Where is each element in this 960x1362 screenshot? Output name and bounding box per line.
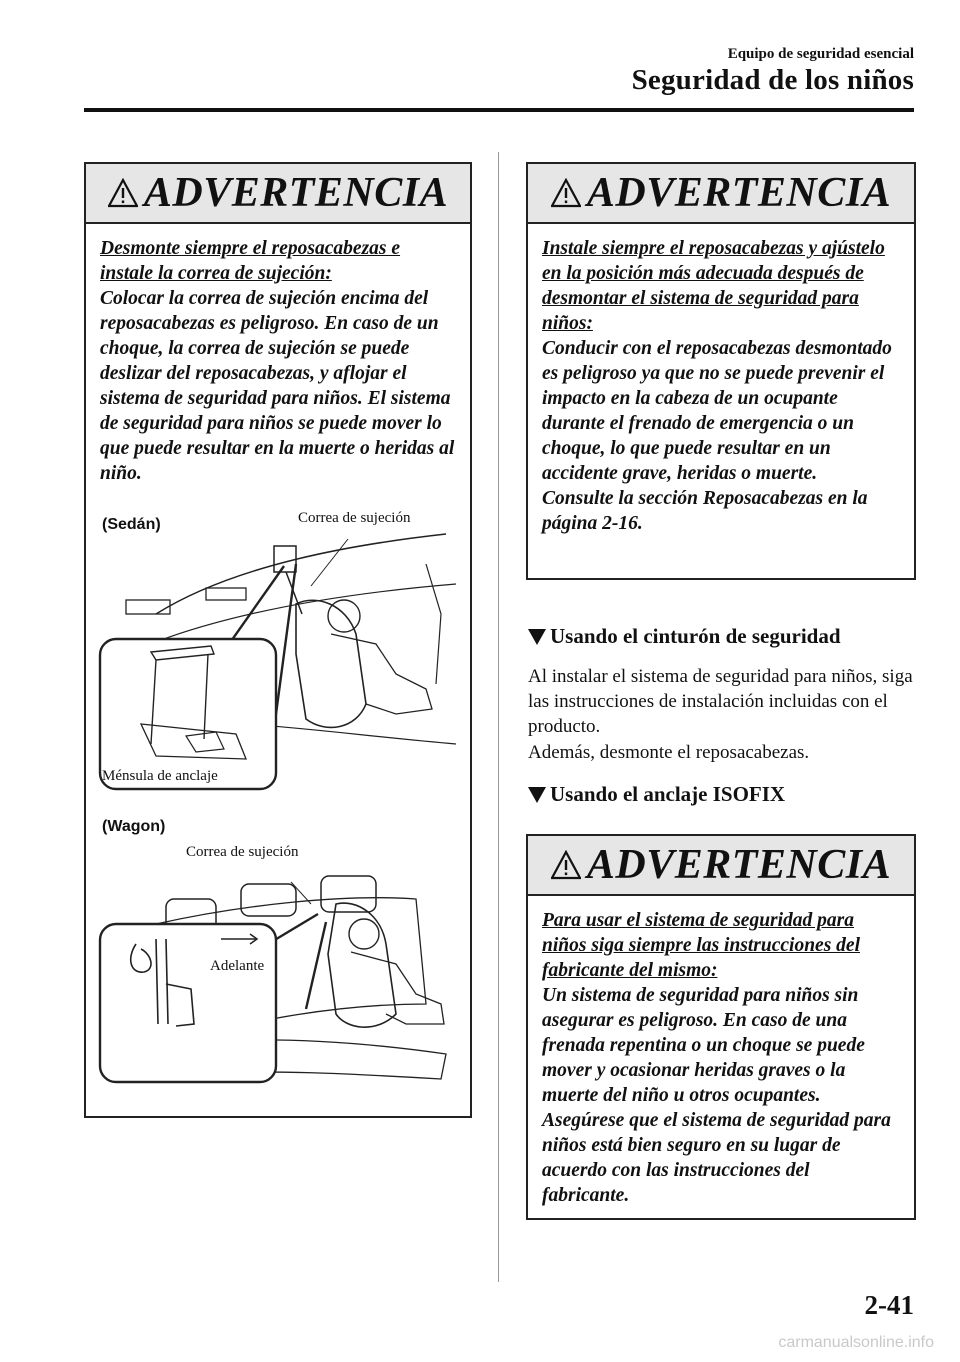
warning-body — [86, 224, 470, 496]
warning-header — [528, 836, 914, 896]
section-heading-isofix — [528, 782, 785, 807]
page-title: Seguridad de los niños — [631, 64, 914, 96]
warning-text: Colocar la correa de sujeción encima del reposacabezas es peligroso. En caso de un choque, la correa de sujeción se puede deslizar del reposacabezas, y aflojar el sistema de seguridad para niños. El sistema de seguridad para niños se puede mover lo que puede resultar en la muerte o heridas al niño. — [100, 288, 455, 484]
warning-body — [528, 224, 914, 546]
watermark: carmanualsonline.info — [778, 1334, 934, 1351]
warning-box-right-bottom — [526, 834, 916, 1220]
section-heading-text: Usando el cinturón de seguridad — [550, 624, 841, 648]
warning-reference: Consulte la sección Reposacabezas en la página 2-16. — [542, 488, 868, 534]
warning-triangle-icon — [551, 850, 581, 880]
header-rule — [84, 108, 914, 112]
paragraph-headrest: Además, desmonte el reposacabezas. — [528, 742, 810, 763]
warning-body — [528, 896, 914, 1218]
section-heading-text: Usando el anclaje ISOFIX — [550, 782, 786, 806]
triangle-bullet-icon — [528, 629, 546, 645]
warning-title: ADVERTENCIA — [143, 170, 449, 216]
section-subtitle: Equipo de seguridad esencial — [727, 46, 914, 62]
wagon-tether-label: Correa de sujeción — [186, 844, 299, 860]
wagon-label: (Wagon) — [102, 818, 166, 835]
sedan-label: (Sedán) — [102, 516, 161, 533]
sedan-tether-label: Correa de sujeción — [298, 510, 411, 526]
paragraph-install: Al instalar el sistema de seguridad para niños, siga las instrucciones de instalación incluidas con el producto. — [528, 666, 913, 737]
column-divider — [498, 152, 499, 1282]
section-heading-seat-belt — [528, 624, 841, 649]
warning-lead: Para usar el sistema de seguridad para niños siga siempre las instrucciones del fabricante del mismo: — [542, 910, 860, 981]
warning-header — [86, 164, 470, 224]
warning-text: Conducir con el reposacabezas desmontado es peligroso ya que no se puede prevenir el impacto en la cabeza de un ocupante durante el frenado de emergencia o un choque, lo que puede resultar en un accidente grave, heridas o muerte. — [542, 338, 892, 484]
warning-lead: Desmonte siempre el reposacabezas e instale la correa de sujeción: — [100, 238, 401, 284]
warning-box-right-top — [526, 162, 916, 580]
sedan-seat-illustration — [96, 504, 462, 804]
anchor-bracket-label: Ménsula de anclaje — [102, 768, 218, 784]
wagon-seat-illustration — [96, 854, 462, 1104]
warning-header — [528, 164, 914, 224]
warning-lead: Instale siempre el reposacabezas y ajústelo en la posición más adecuada después de desmontar el sistema de seguridad para niños: — [542, 238, 885, 334]
warning-title: ADVERTENCIA — [586, 170, 892, 216]
warning-box-left — [84, 162, 472, 1118]
warning-triangle-icon — [108, 178, 138, 208]
page-number: 2-41 — [864, 1290, 914, 1320]
triangle-bullet-icon — [528, 787, 546, 803]
forward-label: Adelante — [210, 958, 265, 974]
warning-title: ADVERTENCIA — [586, 842, 892, 888]
warning-triangle-icon — [551, 178, 581, 208]
warning-text: Un sistema de seguridad para niños sin asegurar es peligroso. En caso de una frenada repentina o un choque se puede mover y ocasionar heridas graves o la muerte del niño u otros ocupantes. Asegúrese que el sistema de seguridad para niños está bien seguro en su lugar de acuerdo con las instrucciones del fabricante. — [542, 985, 891, 1206]
